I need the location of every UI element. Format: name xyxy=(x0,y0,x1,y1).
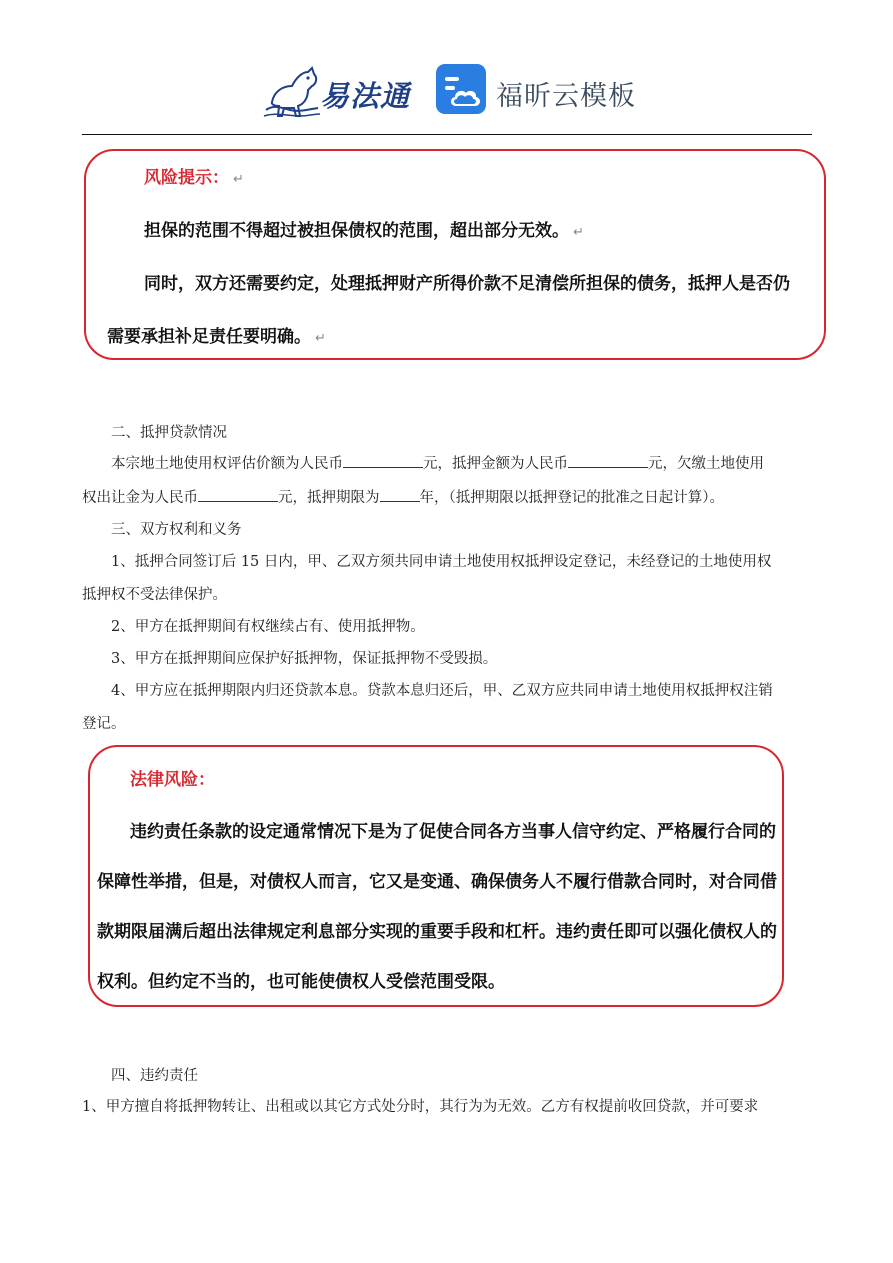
risk-tip-line2: 同时，双方还需要约定，处理抵押财产所得价款不足清偿所担保的债务，抵押人是否仍 xyxy=(144,274,790,294)
risk-tip-title: 风险提示： ↵ xyxy=(144,168,244,188)
legal-risk-line2: 保障性举措，但是，对债权人而言，它又是变通、确保债务人不履行借款合同时，对合同借 xyxy=(97,872,777,892)
legal-risk-line1: 违约责任条款的设定通常情况下是为了促使合同各方当事人信守约定、严格履行合同的 xyxy=(130,822,776,842)
section3-item4-line2: 登记。 xyxy=(82,716,126,732)
foxit-template-logo-text: 福昕云模板 xyxy=(496,81,636,112)
section2-line2: 权出让金为人民币 元，抵押期限为 年，（抵押期限以抵押登记的批准之日起计算）。 xyxy=(82,490,724,506)
foxit-template-logo xyxy=(436,64,656,120)
section4-item1-line1: 1、甲方擅自将抵押物转让、出租或以其它方式处分时，其行为为无效。乙方有权提前收回贷款，并可要求 xyxy=(82,1099,759,1115)
legal-risk-line4: 权利。但约定不当的，也可能使债权人受偿范围受限。 xyxy=(97,972,505,992)
section4-heading: 四、违约责任 xyxy=(111,1068,198,1084)
section2-heading: 二、抵押贷款情况 xyxy=(111,425,227,441)
legal-risk-line3: 款期限届满后超出法律规定利息部分实现的重要手段和杠杆。违约责任即可以强化债权人的 xyxy=(97,922,777,942)
section3-item2: 2、甲方在抵押期间有权继续占有、使用抵押物。 xyxy=(111,619,425,635)
section2-line1: 本宗地土地使用权评估价额为人民币 元，抵押金额为人民币 元，欠缴土地使用 xyxy=(111,456,764,472)
section3-item3: 3、甲方在抵押期间应保护好抵押物，保证抵押物不受毁损。 xyxy=(111,651,498,667)
horse-emblem-icon xyxy=(262,64,322,120)
section3-heading: 三、双方权利和义务 xyxy=(111,522,242,538)
yifatong-logo-text: 易法通 xyxy=(320,79,411,113)
blank-field xyxy=(568,454,648,468)
blank-field xyxy=(343,454,423,468)
yifatong-logo xyxy=(262,64,412,120)
blank-field xyxy=(380,488,420,502)
risk-tip-line3: 需要承担补足责任要明确。 ↵ xyxy=(107,327,326,347)
section3-item1-line2: 抵押权不受法律保护。 xyxy=(82,587,227,603)
cloud-doc-icon xyxy=(436,64,486,114)
risk-tip-line1: 担保的范围不得超过被担保债权的范围，超出部分无效。 ↵ xyxy=(144,221,584,241)
page-header xyxy=(0,58,893,122)
blank-field xyxy=(198,488,278,502)
section3-item4-line1: 4、甲方应在抵押期限内归还贷款本息。贷款本息归还后，甲、乙双方应共同申请土地使用权抵押权注销 xyxy=(111,683,773,699)
header-divider xyxy=(82,134,812,135)
section3-item1-line1: 1、抵押合同签订后 15 日内，甲、乙双方须共同申请土地使用权抵押设定登记，未经登记的土地使用权 xyxy=(111,554,772,570)
legal-risk-title: 法律风险： xyxy=(130,770,215,790)
